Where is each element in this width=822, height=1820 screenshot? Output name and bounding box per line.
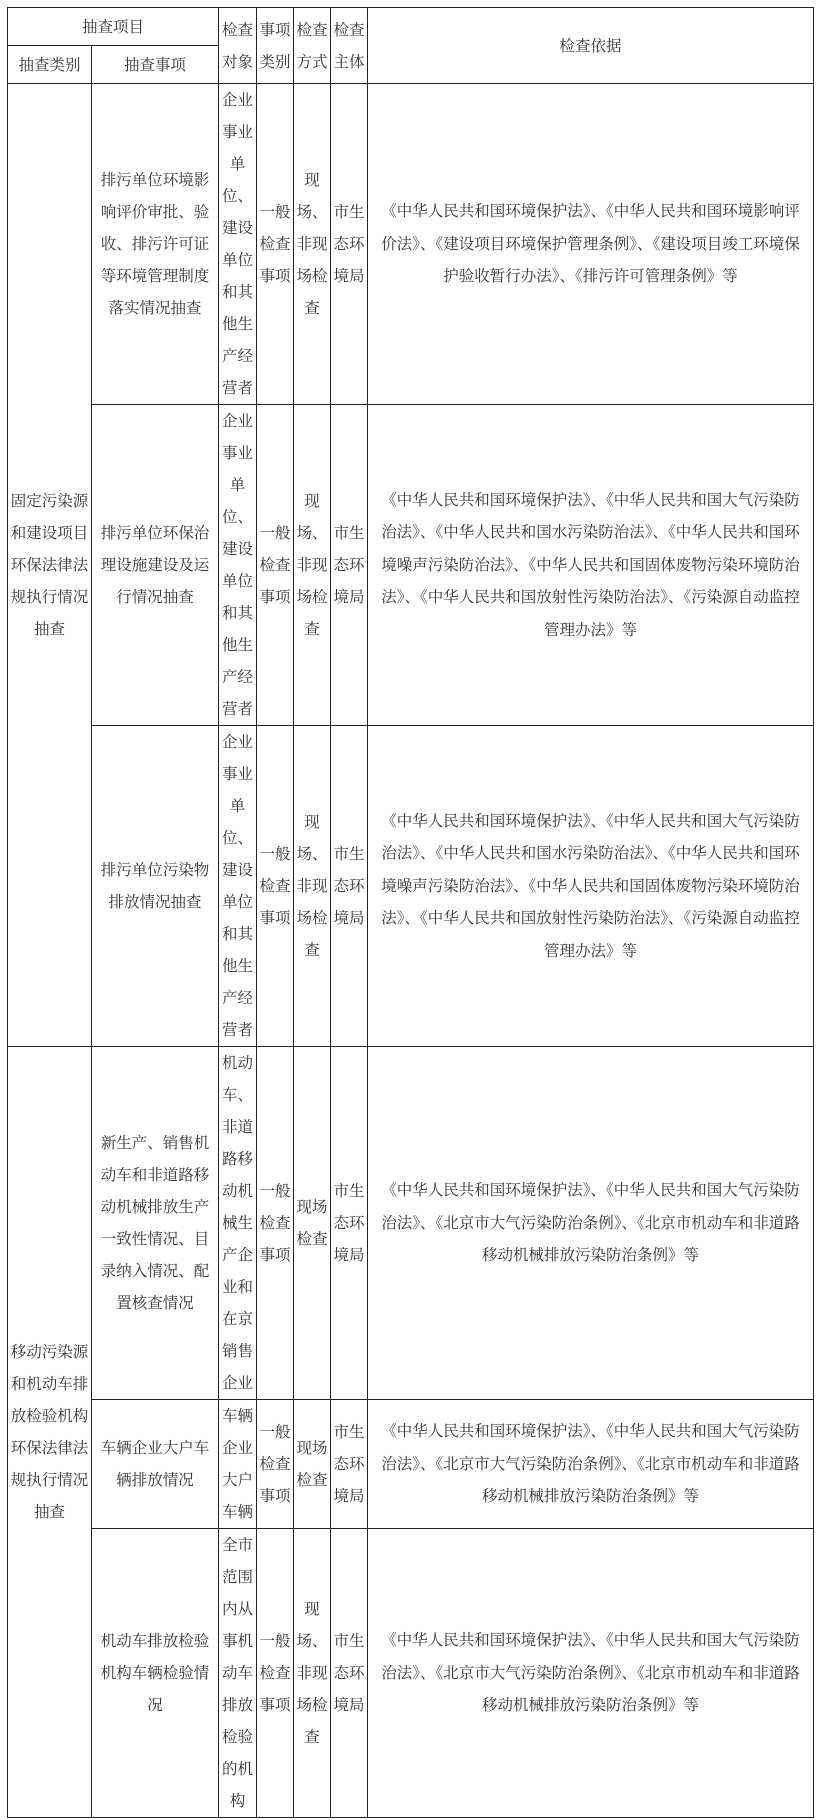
header-subject: 检查主体 — [331, 8, 368, 84]
object-cell: 企业事业单位、建设单位和其他生产经营者 — [219, 84, 257, 405]
object-cell: 企业事业单位、建设单位和其他生产经营者 — [219, 726, 257, 1047]
type-cell: 一般检查事项 — [257, 1529, 294, 1818]
header-basis: 检查依据 — [368, 8, 814, 84]
basis-cell: 《中华人民共和国环境保护法》、《中华人民共和国大气污染防治法》、《中华人民共和国水污染防治法》、《中华人民共和国环境噪声污染防治法》、《中华人民共和国固体废物污染环境防治法》、《中华人民共和国放射性污染防治法》、《污染源自动监控管理办法》等 — [368, 726, 814, 1047]
inspection-table — [7, 7, 814, 1818]
subject-cell: 市生态环境局 — [331, 1400, 368, 1529]
item-cell: 机动车排放检验机构车辆检验情况 — [92, 1529, 219, 1818]
item-cell: 车辆企业大户车辆排放情况 — [92, 1400, 219, 1529]
table-row — [8, 405, 814, 726]
header-object: 检查对象 — [219, 8, 257, 84]
item-cell: 新生产、销售机动车和非道路移动机械排放生产一致性情况、目录纳入情况、配置核查情况 — [92, 1047, 219, 1400]
header-type: 事项类别 — [257, 8, 294, 84]
subject-cell: 市生态环境局 — [331, 726, 368, 1047]
method-cell: 现场、非现场检查 — [294, 726, 331, 1047]
table-row — [8, 1400, 814, 1529]
item-cell: 排污单位污染物排放情况抽查 — [92, 726, 219, 1047]
type-cell: 一般检查事项 — [257, 1047, 294, 1400]
object-cell: 全市范围内从事机动车排放检验的机构 — [219, 1529, 257, 1818]
table-row — [8, 1529, 814, 1818]
category-cell: 移动污染源和机动车排放检验机构环保法律法规执行情况抽查 — [8, 1047, 92, 1818]
object-cell: 机动车、非道路移动机械生产企业和在京销售企业 — [219, 1047, 257, 1400]
method-cell: 现场、非现场检查 — [294, 405, 331, 726]
table-row — [8, 1047, 814, 1400]
subject-cell: 市生态环境局 — [331, 1529, 368, 1818]
type-cell: 一般检查事项 — [257, 726, 294, 1047]
basis-cell: 《中华人民共和国环境保护法》、《中华人民共和国环境影响评价法》、《建设项目环境保护管理条例》、《建设项目竣工环境保护验收暂行办法》、《排污许可管理条例》等 — [368, 84, 814, 405]
header-method: 检查方式 — [294, 8, 331, 84]
method-cell: 现场检查 — [294, 1047, 331, 1400]
header-row-1 — [8, 8, 814, 46]
item-cell: 排污单位环境影响评价审批、验收、排污许可证等环境管理制度落实情况抽查 — [92, 84, 219, 405]
method-cell: 现场检查 — [294, 1400, 331, 1529]
header-category: 抽查类别 — [8, 46, 92, 84]
type-cell: 一般检查事项 — [257, 405, 294, 726]
object-cell: 车辆企业大户车辆 — [219, 1400, 257, 1529]
category-cell: 固定污染源和建设项目环保法律法规执行情况抽查 — [8, 84, 92, 1047]
table-row — [8, 726, 814, 1047]
item-cell: 排污单位环保治理设施建设及运行情况抽查 — [92, 405, 219, 726]
basis-cell: 《中华人民共和国环境保护法》、《中华人民共和国大气污染防治法》、《中华人民共和国水污染防治法》、《中华人民共和国环境噪声污染防治法》、《中华人民共和国固体废物污染环境防治法》、《中华人民共和国放射性污染防治法》、《污染源自动监控管理办法》等 — [368, 405, 814, 726]
header-item: 抽查事项 — [92, 46, 219, 84]
method-cell: 现场、非现场检查 — [294, 84, 331, 405]
type-cell: 一般检查事项 — [257, 84, 294, 405]
basis-cell: 《中华人民共和国环境保护法》、《中华人民共和国大气污染防治法》、《北京市大气污染防治条例》、《北京市机动车和非道路移动机械排放污染防治条例》等 — [368, 1400, 814, 1529]
table-row — [8, 84, 814, 405]
subject-cell: 市生态环境局 — [331, 84, 368, 405]
basis-cell: 《中华人民共和国环境保护法》、《中华人民共和国大气污染防治法》、《北京市大气污染防治条例》、《北京市机动车和非道路移动机械排放污染防治条例》等 — [368, 1047, 814, 1400]
method-cell: 现场、非现场检查 — [294, 1529, 331, 1818]
subject-cell: 市生态环境局 — [331, 1047, 368, 1400]
header-project: 抽查项目 — [8, 8, 219, 46]
type-cell: 一般检查事项 — [257, 1400, 294, 1529]
basis-cell: 《中华人民共和国环境保护法》、《中华人民共和国大气污染防治法》、《北京市大气污染防治条例》、《北京市机动车和非道路移动机械排放污染防治条例》等 — [368, 1529, 814, 1818]
object-cell: 企业事业单位、建设单位和其他生产经营者 — [219, 405, 257, 726]
subject-cell: 市生态环境局 — [331, 405, 368, 726]
